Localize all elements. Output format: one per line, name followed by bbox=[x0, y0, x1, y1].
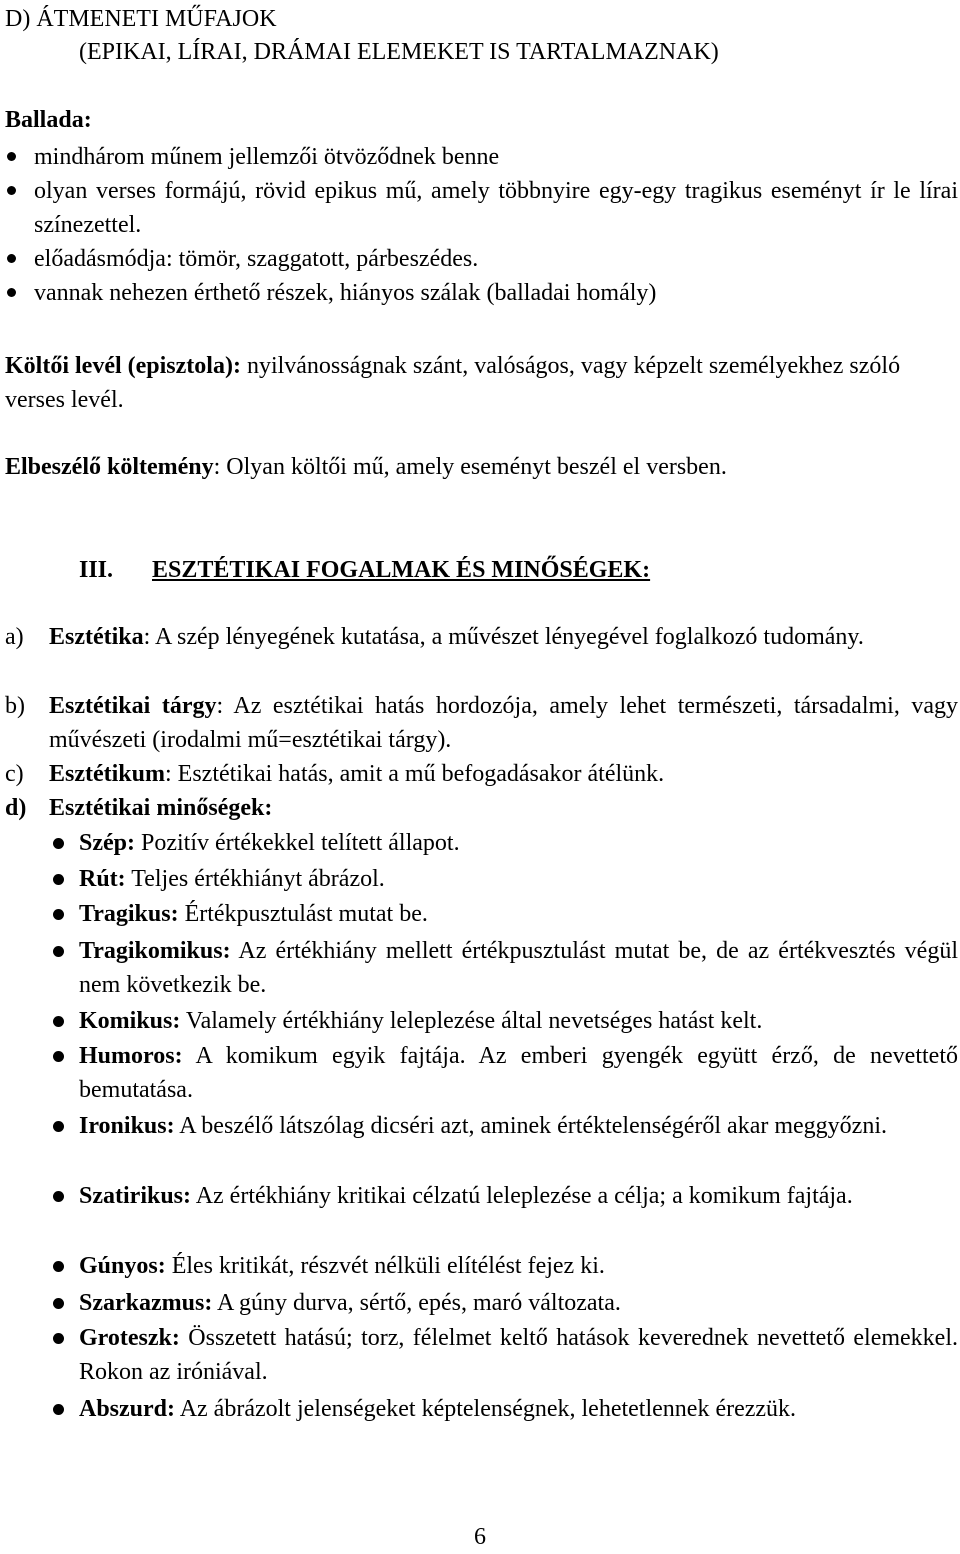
term: Esztétika bbox=[49, 624, 144, 650]
definition-text: : Esztétikai hatás, amit a mű befogadásakor átélünk. bbox=[165, 761, 665, 787]
quality-item bbox=[79, 897, 958, 931]
bullet-icon bbox=[7, 288, 16, 297]
bullet-icon bbox=[53, 1261, 64, 1272]
bullet-icon bbox=[53, 1404, 64, 1415]
term: Szatirikus: bbox=[79, 1183, 192, 1209]
term: Szép: bbox=[79, 830, 135, 856]
quality-item bbox=[79, 826, 958, 860]
quality-item bbox=[79, 1286, 958, 1320]
bullet-icon bbox=[53, 946, 64, 957]
bullet-icon bbox=[53, 1298, 64, 1309]
definition-text: : Az esztétikai hatás hordozója, amely lehet természeti, társadalmi, vagy művészeti (irodalmi mű=esztétikai tárgy). bbox=[49, 693, 959, 753]
list-letter: c) bbox=[5, 761, 24, 787]
term: Abszurd: bbox=[79, 1396, 176, 1422]
bullet-icon bbox=[53, 1121, 64, 1132]
definition-text: Éles kritikát, részvét nélküli elítélést fejez ki. bbox=[165, 1253, 605, 1279]
quality-item bbox=[79, 1392, 958, 1426]
definition-text: : Olyan költői mű, amely eseményt beszél el versben. bbox=[213, 454, 727, 480]
definition-text: Valamely értékhiány leleplezése által nevetséges hatást kelt. bbox=[180, 1008, 763, 1034]
term: Szarkazmus: bbox=[79, 1290, 213, 1316]
term: Költői levél (episztola): bbox=[5, 353, 241, 379]
term: Ironikus: bbox=[79, 1113, 175, 1139]
definition-text: nyilvánosságnak szánt, valóságos, vagy képzelt személyekhez szóló verses levél. bbox=[5, 353, 901, 413]
definition-text: Az ábrázolt jelenségeket képtelenségnek, lehetetlennek érezzük. bbox=[175, 1396, 797, 1422]
quality-item bbox=[79, 1249, 958, 1283]
ballada-title: Ballada: bbox=[5, 107, 92, 133]
term: Rút: bbox=[79, 866, 126, 892]
term: Tragikomikus: bbox=[79, 938, 231, 964]
quality-item bbox=[79, 1004, 958, 1038]
bullet-icon bbox=[7, 254, 16, 263]
quality-item bbox=[79, 862, 958, 896]
bullet-icon bbox=[53, 1051, 64, 1062]
quality-item bbox=[79, 1179, 958, 1213]
bullet-icon bbox=[53, 874, 64, 885]
list-item: előadásmódja: tömör, szaggatott, párbeszédes. bbox=[34, 246, 479, 272]
section-heading-line1: D) ÁTMENETI MŰFAJOK bbox=[5, 6, 277, 32]
definition-text: Összetett hatású; torz, félelmet keltő hatások keverednek nevettető elemekkel. Rokon az iróniával. bbox=[79, 1325, 958, 1385]
term: Tragikus: bbox=[79, 901, 179, 927]
bullet-icon bbox=[53, 838, 64, 849]
definition-text: Értékpusztulást mutat be. bbox=[178, 901, 428, 927]
page-number: 6 bbox=[474, 1524, 486, 1550]
term: Esztétikum bbox=[49, 761, 165, 787]
list-item: mindhárom műnem jellemzői ötvöződnek benne bbox=[34, 144, 500, 170]
quality-item bbox=[79, 1109, 958, 1143]
definition-text: A gúny durva, sértő, epés, maró változata. bbox=[212, 1290, 621, 1316]
term: Elbeszélő költemény bbox=[5, 454, 214, 480]
term: Humoros: bbox=[79, 1043, 183, 1069]
list-letter: b) bbox=[5, 693, 25, 719]
bullet-icon bbox=[53, 1016, 64, 1027]
definition-item bbox=[49, 757, 958, 791]
elbeszelo-paragraph bbox=[5, 450, 945, 484]
list-letter: d) bbox=[5, 795, 27, 821]
section-number: III. bbox=[79, 557, 114, 583]
section-heading-line2: (EPIKAI, LÍRAI, DRÁMAI ELEMEKET IS TARTALMAZNAK) bbox=[79, 39, 719, 65]
bullet-icon bbox=[7, 186, 16, 195]
term: Gúnyos: bbox=[79, 1253, 166, 1279]
list-item: olyan verses formájú, rövid epikus mű, amely többnyire egy-egy tragikus eseményt ír le lírai színezettel. bbox=[34, 178, 958, 238]
definition-text: : A szép lényegének kutatása, a művészet lényegével foglalkozó tudomány. bbox=[143, 624, 864, 650]
definition-item bbox=[49, 689, 958, 757]
bullet-icon bbox=[7, 152, 16, 161]
definition-text: Pozitív értékekkel telített állapot. bbox=[135, 830, 460, 856]
term: Komikus: bbox=[79, 1008, 181, 1034]
list-item: vannak nehezen érthető részek, hiányos szálak (balladai homály) bbox=[34, 280, 657, 306]
term: Esztétikai tárgy bbox=[49, 693, 217, 719]
quality-item bbox=[79, 1321, 958, 1389]
definition-text: Az értékhiány kritikai célzatú leleplezése a célja; a komikum fajtája. bbox=[191, 1183, 853, 1209]
bullet-icon bbox=[53, 909, 64, 920]
definition-text: A komikum egyik fajtája. Az emberi gyengék együtt érző, de nevettető bemutatása. bbox=[79, 1043, 958, 1103]
bullet-icon bbox=[53, 1333, 64, 1344]
definition-text: A beszélő látszólag dicséri azt, aminek értéktelenségéről akar meggyőzni. bbox=[174, 1113, 887, 1139]
bullet-icon bbox=[53, 1191, 64, 1202]
section-title: ESZTÉTIKAI FOGALMAK ÉS MINŐSÉGEK: bbox=[152, 557, 651, 583]
list-letter: a) bbox=[5, 624, 24, 650]
definition-text: Az értékhiány mellett értékpusztulást mutat be, de az értékvesztés végül nem következik be. bbox=[79, 938, 958, 998]
term: Esztétikai minőségek: bbox=[49, 795, 273, 821]
quality-item bbox=[79, 1039, 958, 1107]
definition-text: Teljes értékhiányt ábrázol. bbox=[125, 866, 385, 892]
definition-item bbox=[49, 791, 958, 825]
quality-item bbox=[79, 934, 958, 1002]
term: Groteszk: bbox=[79, 1325, 180, 1351]
definition-item bbox=[49, 620, 958, 654]
koltoi-level-paragraph bbox=[5, 349, 905, 417]
